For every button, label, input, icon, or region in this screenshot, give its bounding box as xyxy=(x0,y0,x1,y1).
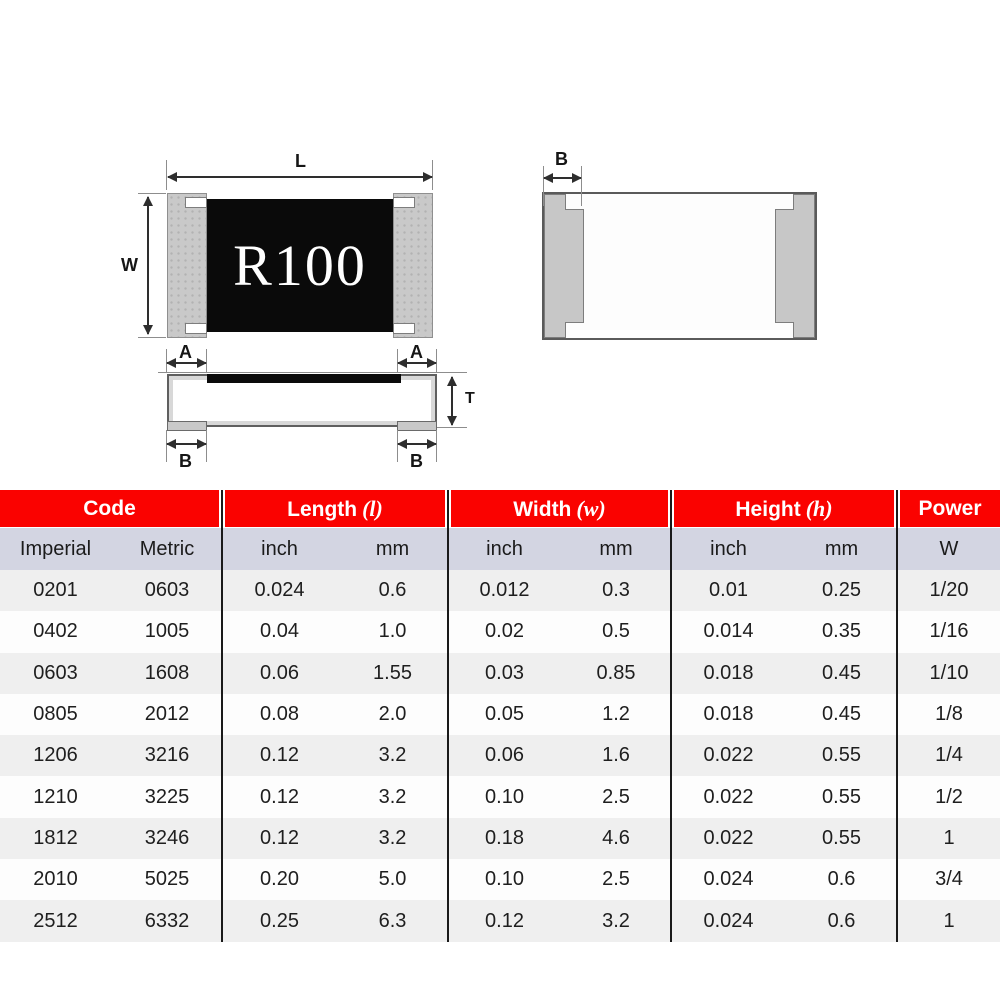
col-header-text: Length xyxy=(287,498,358,521)
table-cell: 1/20 xyxy=(929,579,969,602)
table-cell: 2010 xyxy=(33,868,78,891)
table-cell: 1/8 xyxy=(935,703,963,726)
table-cell: 0.5 xyxy=(602,620,630,643)
terminal-notch xyxy=(185,197,207,208)
table-row xyxy=(0,611,1000,652)
dim-a-right-label: A xyxy=(410,342,423,362)
subheader-imperial: Imperial xyxy=(19,538,92,560)
table-cell: 2.5 xyxy=(602,785,630,808)
table-cell: 0.12 xyxy=(260,785,299,808)
dim-b-right-arrow xyxy=(398,443,436,445)
dim-b-top-label: B xyxy=(555,149,568,169)
dim-b-left-label: B xyxy=(179,451,192,471)
resistance-marking: R100 xyxy=(233,233,367,298)
column-divider xyxy=(896,490,898,942)
table-row xyxy=(0,900,1000,941)
table-cell: 0201 xyxy=(33,579,78,602)
dim-a-right-arrow xyxy=(398,362,436,364)
table-cell: 0.6 xyxy=(378,579,407,602)
table-cell: 0.022 xyxy=(703,744,754,767)
table-cell: 5.0 xyxy=(378,868,407,891)
table-cell: 0.6 xyxy=(827,909,856,932)
column-divider xyxy=(670,490,672,942)
table-cell: 1.6 xyxy=(602,744,630,767)
table-cell: 5025 xyxy=(144,868,190,891)
terminal-notch xyxy=(393,323,415,334)
dim-b-top-arrow xyxy=(544,177,581,179)
col-header-var: (l) xyxy=(362,496,383,521)
table-cell: 1/10 xyxy=(929,661,969,684)
dim-length-label: L xyxy=(295,151,306,171)
col-header-var: (w) xyxy=(576,496,606,521)
table-cell: 1 xyxy=(943,826,955,849)
dim-a-left-label: A xyxy=(179,342,192,362)
left-pad-inner xyxy=(565,209,584,323)
column-divider xyxy=(221,490,223,942)
table-cell: 0.45 xyxy=(822,661,861,684)
resistor-side-view xyxy=(167,374,437,427)
table-cell: 6332 xyxy=(144,909,190,932)
table-cell: 0.024 xyxy=(254,579,305,602)
resistor-top-view xyxy=(167,193,433,338)
subheader-height-mm: mm xyxy=(824,538,859,560)
col-header-height xyxy=(674,490,894,527)
extension-line xyxy=(437,427,467,428)
table-cell: 1812 xyxy=(33,826,78,849)
table-cell: 0.04 xyxy=(260,620,299,643)
bottom-terminal xyxy=(397,421,437,431)
col-header-width xyxy=(451,490,668,527)
table-cell: 0.55 xyxy=(822,785,861,808)
dim-b-left-arrow xyxy=(167,443,206,445)
subheader-power-w: W xyxy=(939,538,959,560)
table-row xyxy=(0,735,1000,776)
table-cell: 3246 xyxy=(144,826,190,849)
table-cell: 0.3 xyxy=(602,579,630,602)
table-cell: 0.35 xyxy=(822,620,861,643)
table-cell: 0.06 xyxy=(485,744,524,767)
extension-line xyxy=(543,166,544,206)
extension-line xyxy=(581,166,582,206)
dim-thickness-arrow xyxy=(451,377,453,425)
table-cell: 0.10 xyxy=(485,785,524,808)
table-body xyxy=(0,570,1000,942)
subheader-length-mm: mm xyxy=(375,538,410,560)
extension-line xyxy=(158,372,467,373)
dim-b-right-label: B xyxy=(410,451,423,471)
resistive-element xyxy=(207,374,401,383)
col-header-power xyxy=(900,490,1000,527)
table-cell: 0.014 xyxy=(703,620,754,643)
table-cell: 1/2 xyxy=(935,785,963,808)
table-cell: 0.05 xyxy=(485,703,524,726)
extension-line xyxy=(138,193,166,194)
table-row xyxy=(0,776,1000,817)
right-terminal xyxy=(393,193,433,338)
col-header-text: Height xyxy=(735,498,801,521)
table-cell: 0.85 xyxy=(596,661,636,684)
col-header-var: (h) xyxy=(805,496,833,521)
table-cell: 1210 xyxy=(33,785,78,808)
table-cell: 2512 xyxy=(33,909,78,932)
subheader-length-inch: inch xyxy=(261,538,298,560)
subheader-row xyxy=(0,528,1000,570)
col-header-text: Power xyxy=(918,497,982,520)
right-pad-outer xyxy=(793,194,815,338)
table-cell: 0.45 xyxy=(822,703,861,726)
table-cell: 1 xyxy=(943,909,955,932)
subheader-metric: Metric xyxy=(139,538,195,560)
table-cell: 3.2 xyxy=(602,909,630,932)
table-cell: 2012 xyxy=(144,703,190,726)
table-row xyxy=(0,653,1000,694)
table-cell: 3.2 xyxy=(378,785,407,808)
subheader-height-inch: inch xyxy=(710,538,747,560)
dim-width-label: W xyxy=(121,255,138,275)
table-row xyxy=(0,570,1000,611)
table-cell: 0.022 xyxy=(703,826,754,849)
terminal-notch xyxy=(185,323,207,334)
left-terminal xyxy=(167,193,207,338)
table-cell: 0.55 xyxy=(822,826,861,849)
col-header-text: Code xyxy=(83,497,136,520)
table-cell: 0.02 xyxy=(485,620,524,643)
table-row xyxy=(0,818,1000,859)
table-cell: 0.012 xyxy=(479,579,530,602)
dim-a-left-arrow xyxy=(167,362,206,364)
table-cell: 0.12 xyxy=(260,744,299,767)
table-cell: 3.2 xyxy=(378,826,407,849)
table-cell: 1/4 xyxy=(935,744,963,767)
dim-length-arrow xyxy=(168,176,432,178)
resistor-bottom-view xyxy=(542,192,817,340)
terminal-notch xyxy=(393,197,415,208)
table-cell: 1.55 xyxy=(373,661,412,684)
table-cell: 2.0 xyxy=(378,703,407,726)
table-cell: 0.25 xyxy=(822,579,861,602)
table-cell: 0402 xyxy=(33,620,78,643)
table-cell: 2.5 xyxy=(602,868,630,891)
extension-line xyxy=(138,337,166,338)
table-cell: 3.2 xyxy=(378,744,407,767)
table-cell: 0.03 xyxy=(485,661,524,684)
table-cell: 0.018 xyxy=(703,661,754,684)
dim-width-arrow xyxy=(147,197,149,334)
table-cell: 1.2 xyxy=(602,703,630,726)
table-row xyxy=(0,694,1000,735)
table-cell: 1005 xyxy=(144,620,190,643)
table-cell: 1/16 xyxy=(929,620,969,643)
column-divider xyxy=(447,490,449,942)
table-cell: 0.18 xyxy=(485,826,524,849)
table-cell: 1.0 xyxy=(378,620,407,643)
table-cell: 4.6 xyxy=(602,826,630,849)
table-cell: 0.022 xyxy=(703,785,754,808)
table-cell: 0.024 xyxy=(703,868,754,891)
dimension-table xyxy=(0,490,1000,942)
subheader-width-inch: inch xyxy=(486,538,523,560)
dim-thickness-label: T xyxy=(465,390,475,407)
left-pad-outer xyxy=(544,194,566,338)
table-cell: 6.3 xyxy=(378,909,407,932)
table-cell: 0.25 xyxy=(260,909,299,932)
table-cell: 0.024 xyxy=(703,909,754,932)
table-cell: 0.55 xyxy=(822,744,861,767)
table-cell: 0.01 xyxy=(709,579,748,602)
col-header-length xyxy=(225,490,445,527)
table-cell: 0.018 xyxy=(703,703,754,726)
table-cell: 3225 xyxy=(144,785,190,808)
col-header-text: Width xyxy=(513,498,572,521)
table-cell: 1608 xyxy=(144,661,190,684)
table-cell: 0.10 xyxy=(485,868,524,891)
col-header-code xyxy=(0,490,219,527)
resistor-body xyxy=(207,199,393,332)
table-cell: 0.12 xyxy=(260,826,299,849)
table-cell: 3216 xyxy=(144,744,190,767)
table-cell: 0.06 xyxy=(260,661,299,684)
table-cell: 0805 xyxy=(33,703,78,726)
table-cell: 0603 xyxy=(144,579,190,602)
table-cell: 0.12 xyxy=(485,909,524,932)
table-cell: 0.6 xyxy=(827,868,856,891)
table-cell: 0.20 xyxy=(260,868,299,891)
subheader-width-mm: mm xyxy=(599,538,633,560)
right-pad-inner xyxy=(775,209,794,323)
bottom-terminal xyxy=(167,421,207,431)
table-cell: 0.08 xyxy=(260,703,299,726)
table-cell: 1206 xyxy=(33,744,78,767)
table-cell: 0603 xyxy=(33,661,78,684)
table-row xyxy=(0,859,1000,900)
table-cell: 3/4 xyxy=(935,868,963,891)
